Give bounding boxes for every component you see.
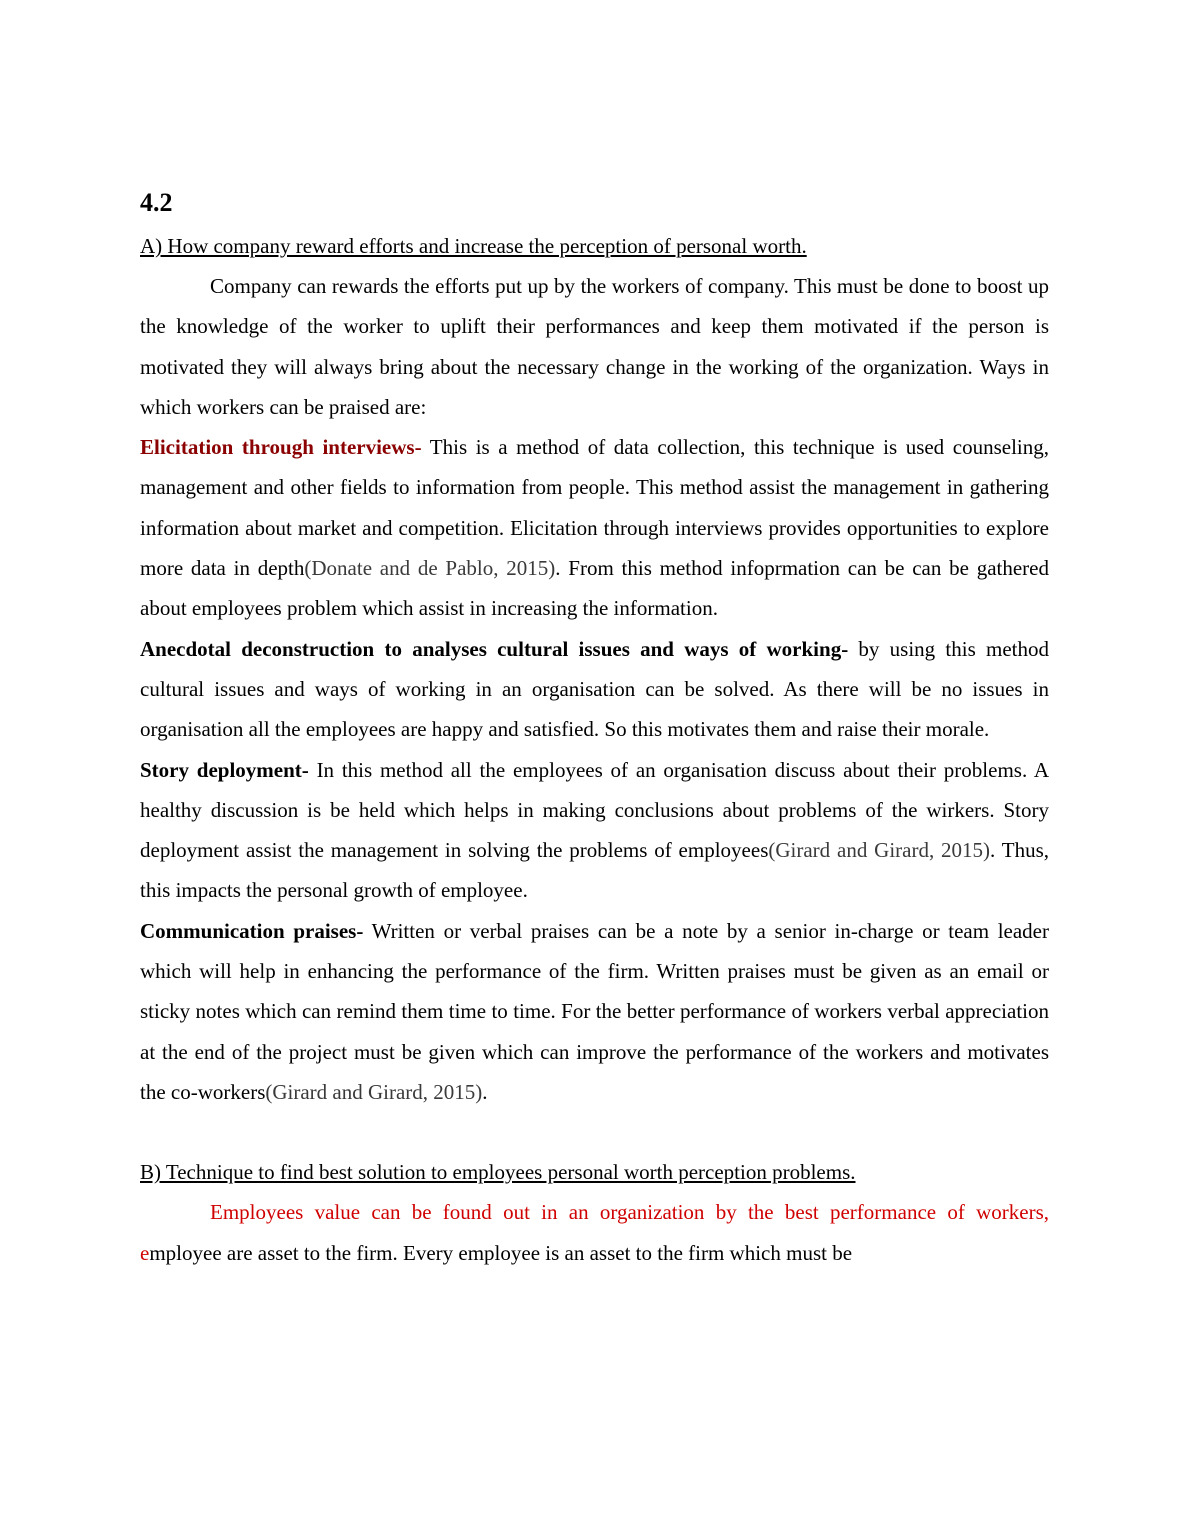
item-elicitation <box>140 427 1049 628</box>
item-term: Elicitation through interviews- <box>140 435 422 460</box>
citation: (Girard and Girard, 2015) <box>768 838 991 863</box>
item-text: This is a method of data collection, this technique is used counseling, management and other fields to information from people. This method assist the management in gathering information about market and competition. Elicitation through interviews provides opportunities to explore more data in depth <box>140 435 1049 581</box>
part-b-paragraph <box>140 1192 1049 1273</box>
item-communication-praises <box>140 911 1049 1112</box>
highlighted-text: Employees value can be found out in an organization by the best performance of workers, e <box>140 1200 1049 1265</box>
item-term: Communication praises- <box>140 918 364 943</box>
spacer <box>140 1112 1049 1152</box>
part-a-heading: A) How company reward efforts and increase the perception of personal worth. <box>140 234 807 258</box>
citation: (Girard and Girard, 2015) <box>265 1079 483 1104</box>
item-anecdotal <box>140 629 1049 750</box>
page-content <box>140 184 1049 1273</box>
citation: (Donate and de Pablo, 2015) <box>304 556 556 581</box>
part-b-heading: B) Technique to find best solution to employees personal worth perception problems. <box>140 1160 856 1185</box>
item-text-after: . From this method infoprmation can be can be gathered about employees problem which assist in increasing the information. <box>140 556 1049 621</box>
item-text-after: . Thus, this impacts the personal growth of employee. <box>140 838 1049 903</box>
item-text: In this method all the employees of an organisation discuss about their problems. A healthy discussion is be held which helps in making conclusions about problems of the wirkers. Story deployment assist the management in solving the problems of employees <box>140 757 1049 863</box>
item-term: Anecdotal deconstruction to analyses cultural issues and ways of working- <box>140 636 849 661</box>
paragraph-text: mployee are asset to the firm. Every employee is an asset to the firm which must be <box>149 1240 853 1265</box>
section-number: 4.2 <box>140 188 173 217</box>
item-story-deployment <box>140 750 1049 911</box>
item-text-after: . <box>482 1079 488 1104</box>
item-term: Story deployment- <box>140 757 309 782</box>
item-text: Written or verbal praises can be a note by a senior in-charge or team leader which will help in enhancing the performance of the firm. Written praises must be given as an email or sticky notes which can remind them time to time. For the better performance of workers verbal appreciation at the end of the project must be given which can improve the performance of the workers and motivates the co-workers <box>140 918 1049 1104</box>
item-text: by using this method cultural issues and ways of working in an organisation can be solved. As there will be no issues in organisation all the employees are happy and satisfied. So this motivates them and raise their morale. <box>140 636 1049 742</box>
part-a-intro: Company can rewards the efforts put up by the workers of company. This must be done to boost up the knowledge of the worker to uplift their performances and keep them motivated if the person is motivated they will always bring about the necessary change in the working of the organization. Ways in which workers can be praised are: <box>140 274 1049 419</box>
